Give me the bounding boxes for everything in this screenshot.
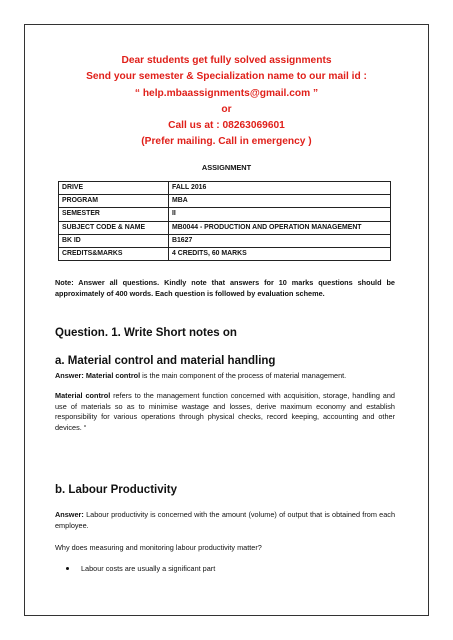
table-value: MBA	[169, 195, 391, 208]
section-a-paragraph	[55, 391, 395, 433]
table-key: CREDITS&MARKS	[59, 248, 169, 261]
table-row	[59, 221, 391, 234]
table-value: B1627	[169, 234, 391, 247]
bullet-dot-icon	[66, 567, 69, 570]
table-key: DRIVE	[59, 182, 169, 195]
table-row	[59, 195, 391, 208]
table-row	[59, 182, 391, 195]
section-b-question: Why does measuring and monitoring labour productivity matter?	[55, 543, 262, 552]
bullet-item	[66, 564, 215, 573]
promo-line: Send your semester & Specialization name to our mail id :	[86, 71, 367, 83]
promo-line: or	[221, 103, 232, 115]
section-b-answer	[55, 510, 395, 531]
table-key: SUBJECT CODE & NAME	[59, 221, 169, 234]
table-value: FALL 2016	[169, 182, 391, 195]
question-heading: Question. 1. Write Short notes on	[55, 327, 237, 339]
table-key: BK ID	[59, 234, 169, 247]
note-paragraph: Note: Answer all questions. Kindly note that answers for 10 marks questions should be approximately of 400 words. Each question is followed by evaluation scheme.	[55, 278, 395, 298]
answer-text: is the main component of the process of material management.	[140, 371, 347, 380]
answer-text: Labour productivity is concerned with the amount (volume) of output that is obtained from each employee.	[55, 510, 395, 530]
answer-label: Answer:	[55, 510, 84, 519]
promo-block	[24, 53, 429, 151]
assignment-info-table	[58, 181, 391, 261]
table-value: II	[169, 208, 391, 221]
promo-email: “ help.mbaassignments@gmail.com ”	[134, 87, 319, 99]
assignment-title: ASSIGNMENT	[201, 163, 252, 172]
paragraph-label: Material control	[55, 391, 111, 400]
table-key: PROGRAM	[59, 195, 169, 208]
table-row	[59, 208, 391, 221]
promo-line: Dear students get fully solved assignments	[121, 55, 332, 66]
table-value: 4 CREDITS, 60 MARKS	[169, 248, 391, 261]
table-row	[59, 234, 391, 247]
promo-line: (Prefer mailing. Call in emergency )	[141, 136, 312, 148]
section-a-heading: a. Material control and material handling	[55, 355, 276, 367]
answer-label: Answer: Material control	[55, 371, 141, 380]
table-key: SEMESTER	[59, 208, 169, 221]
section-a-answer	[55, 371, 395, 382]
section-b-heading: b. Labour Productivity	[55, 484, 178, 496]
bullet-text: Labour costs are usually a significant part	[81, 564, 216, 573]
promo-phone: Call us at : 08263069601	[168, 120, 285, 132]
paragraph-text: refers to the management function concerned with acquisition, storage, handling and use of materials so as to minimise wastage and losses, derive maximum economy and establish responsibility for various operations through physical checks, record keeping, accounting and other devices. “	[55, 391, 395, 432]
table-row	[59, 248, 391, 261]
table-value: MB0044 - PRODUCTION AND OPERATION MANAGEMENT	[169, 221, 391, 234]
